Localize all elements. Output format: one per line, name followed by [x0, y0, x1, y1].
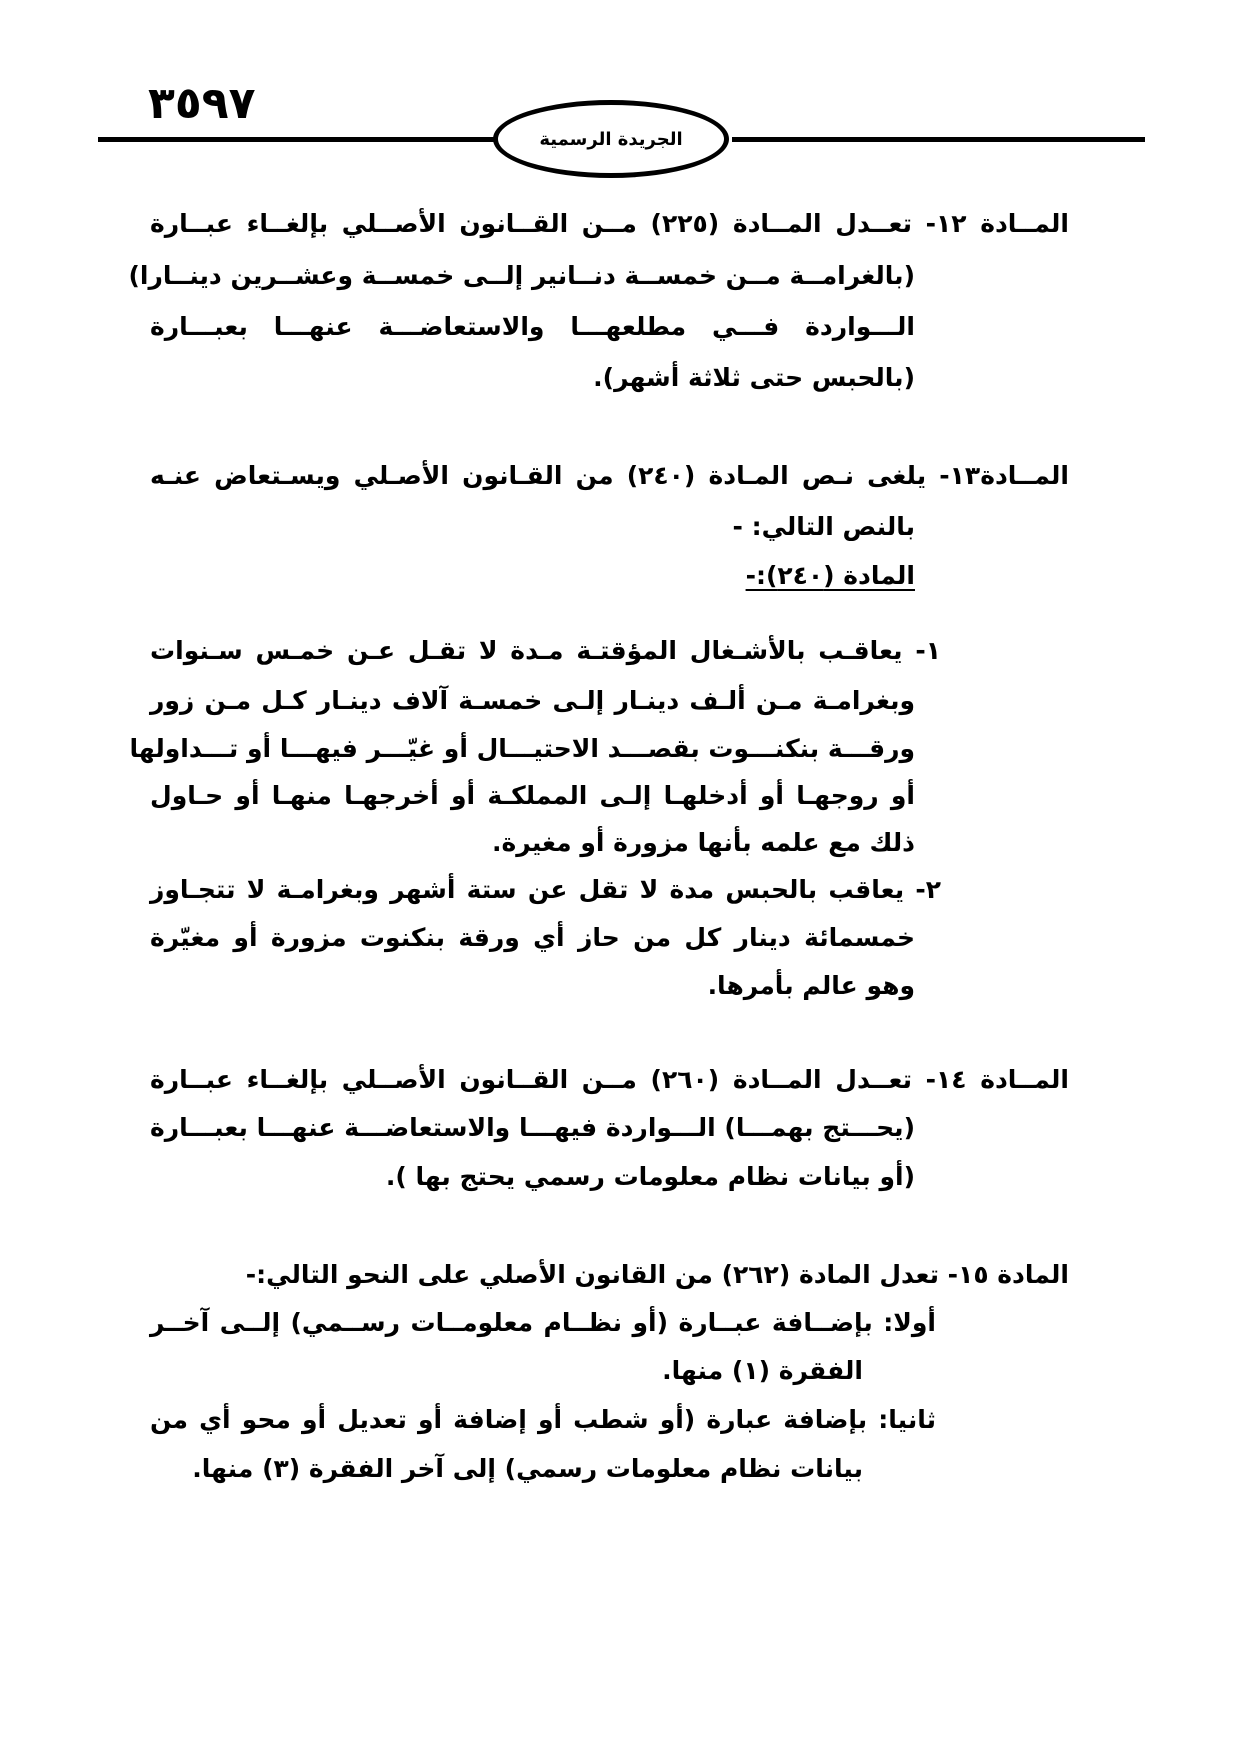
article12-line3: الـــواردة فـــي مطلعهـــا والاستعاضـــة عنهـــا بعبـــارة	[150, 312, 915, 341]
article14-line3: (أو بيانات نظام معلومات رسمي يحتج بها ).	[385, 1162, 915, 1191]
clause1-line5: ذلك مع علمه بأنها مزورة أو مغيرة.	[492, 828, 915, 857]
article15-second-line2: بيانات نظام معلومات رسمي) إلى آخر الفقرة (٣) منها.	[192, 1454, 863, 1483]
article13-line2: بالنص التالي: -	[732, 512, 915, 541]
clause1-line2: وبغرامـة مـن ألـف دينـار إلـى خمسـة آلاف دينـار كـل مـن زور	[150, 686, 915, 715]
article15-first-line2: الفقرة (١) منها.	[662, 1356, 863, 1385]
gazette-title: الجريدة الرسمية	[493, 100, 729, 178]
article15-line1: المادة ١٥- تعدل المادة (٢٦٢) من القانون الأصلي على النحو التالي:-	[245, 1260, 1069, 1289]
clause1-line1: ١- يعاقـب بالأشـغال المؤقتـة مـدة لا تقـل عـن خمـس سـنوات	[150, 636, 941, 665]
article15-first-line1: أولا: بإضــافة عبــارة (أو نظــام معلومــات رســمي) إلــى آخــر	[150, 1308, 936, 1337]
header-rule-right	[732, 137, 1145, 142]
header-rule-left	[98, 137, 502, 142]
article12-line4: (بالحبس حتى ثلاثة أشهر).	[593, 363, 915, 392]
article13-line1: المــادة١٣- يلغى نـص المـادة (٢٤٠) من القـانون الأصـلي ويسـتعاض عنـه	[150, 461, 1069, 490]
page-number: ٣٥٩٧	[148, 78, 256, 129]
article12-line1: المــادة ١٢- تعــدل المــادة (٢٢٥) مــن القــانون الأصــلي بإلغــاء عبــارة	[150, 209, 1069, 238]
article14-line1: المــادة ١٤- تعــدل المــادة (٢٦٠) مــن القــانون الأصــلي بإلغــاء عبــارة	[150, 1065, 1069, 1094]
clause2-line3: وهو عالم بأمرها.	[707, 971, 915, 1000]
article15-second-line1: ثانيا: بإضافة عبارة (أو شطب أو إضافة أو تعديل أو محو أي من	[150, 1405, 936, 1434]
clause1-line4: أو روجهـا أو أدخلهـا إلـى المملكـة أو أخرجهـا منهـا أو حـاول	[150, 781, 915, 810]
new-article-240-heading: المادة (٢٤٠):-	[745, 561, 915, 590]
clause2-line2: خمسمائة دينار كل من حاز أي ورقة بنكنوت مزورة أو مغيّرة	[150, 923, 915, 952]
article12-line2: (بالغرامــة مــن خمســة دنــانير إلــى خمســة وعشــرين دينــارا)	[128, 261, 915, 290]
article14-line2: (يحـــتج بهمـــا) الـــواردة فيهـــا والاستعاضـــة عنهـــا بعبـــارة	[150, 1113, 915, 1142]
clause2-line1: ٢- يعاقب بالحبس مدة لا تقل عن ستة أشهر وبغرامـة لا تتجـاوز	[150, 875, 941, 904]
clause1-line3: ورقـــة بنكنـــوت بقصـــد الاحتيـــال أو غيّـــر فيهـــا أو تـــداولها	[129, 734, 915, 763]
